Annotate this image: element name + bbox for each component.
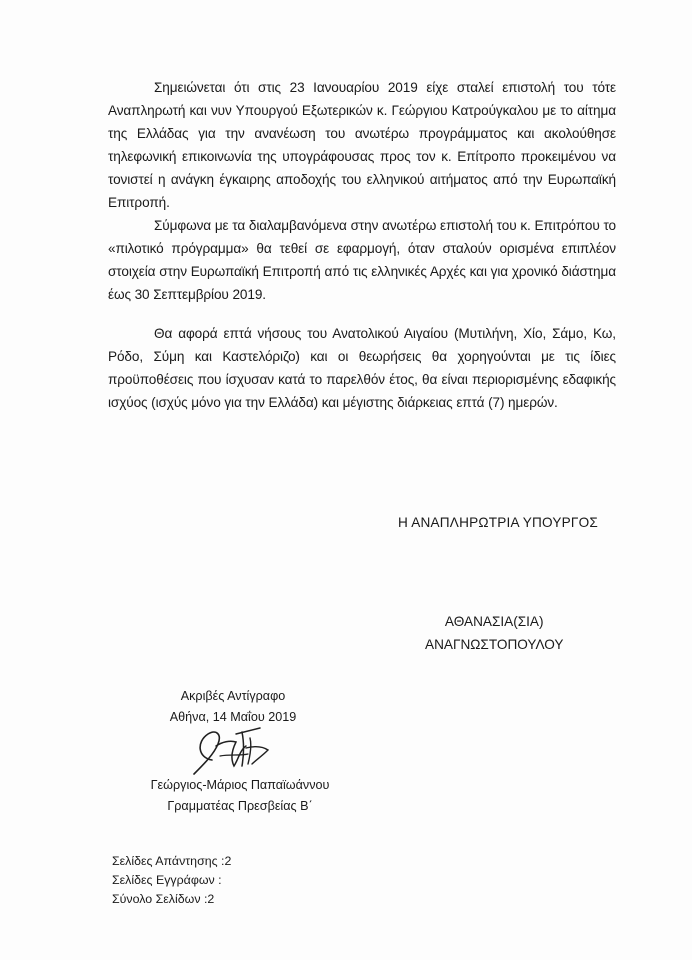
paragraph-text: Σύμφωνα με τα διαλαμβανόμενα στην ανωτέρω επιστολή του κ. Επιτρόπου το «πιλοτικό πρόγραμμα» θα τεθεί σε εφαρμογή, όταν σταλούν ορισμένα επιπλέον στοιχεία στην Ευρωπαϊκή Επιτροπή από τις ελληνικές Αρχές και για χρονικό διάστημα έως 30 Σεπτεμβρίου 2019. (108, 218, 616, 302)
certified-copy-date: Αθήνα, 14 Μαΐου 2019 (169, 710, 297, 724)
certified-copy-label: Ακριβές Αντίγραφο (180, 689, 286, 703)
reply-pages-count: Σελίδες Απάντησης :2 (112, 854, 232, 868)
secretary-title: Γραμματέας Πρεσβείας Β΄ (167, 799, 313, 813)
signatory-name-line-1: ΑΘΑΝΑΣΙΑ(ΣΙΑ) (444, 614, 544, 629)
paragraph-text: Θα αφορά επτά νήσους του Ανατολικού Αιγαίου (Μυτιλήνη, Χίο, Σάμο, Κω, Ρόδο, Σύμη και Καστελόριζο) και οι θεωρήσεις θα χορηγούνται με τις ίδιες προϋποθέσεις που ίσχυσαν κατά το παρελθόν έτος, θα είναι περιορισμένης εδαφικής ισχύος (ισχύς μόνο για την Ελλάδα) και μέγιστης διάρκειας επτά (7) ημερών. (108, 326, 616, 410)
document-pages-count: Σελίδες Εγγράφων : (112, 873, 222, 887)
signatory-name-line-2: ΑΝΑΓΝΩΣΤΟΠΟΥΛΟΥ (425, 637, 564, 652)
body-paragraph-3 (108, 322, 616, 414)
signatory-name (425, 610, 563, 656)
secretary-name: Γεώργιος-Μάριος Παπαϊωάννου (150, 778, 330, 792)
total-pages-count: Σύνολο Σελίδων :2 (112, 892, 215, 906)
body-paragraph-1 (108, 76, 616, 214)
paragraph-text: Σημειώνεται ότι στις 23 Ιανουαρίου 2019 είχε σταλεί επιστολή του τότε Αναπληρωτή και νυν Υπουργού Εξωτερικών κ. Γεώργιου Κατρούγκαλου με το αίτημα της Ελλάδας για την ανανέωση του ανωτέρω προγράμματος και ακολούθησε τηλεφωνική επικοινωνία της υπογράφουσας προς τον κ. Επίτροπο προκειμένου να τονιστεί η ανάγκη έγκαιρης αποδοχής του ελληνικού αιτήματος από την Ευρωπαϊκή Επιτροπή. (108, 80, 616, 210)
signatory-title: Η ΑΝΑΠΛΗΡΩΤΡΙΑ ΥΠΟΥΡΓΟΣ (398, 515, 598, 530)
body-paragraph-2 (108, 214, 616, 306)
page-count-block (112, 852, 231, 909)
secretary-block (150, 775, 330, 817)
handwritten-signature (190, 720, 280, 780)
